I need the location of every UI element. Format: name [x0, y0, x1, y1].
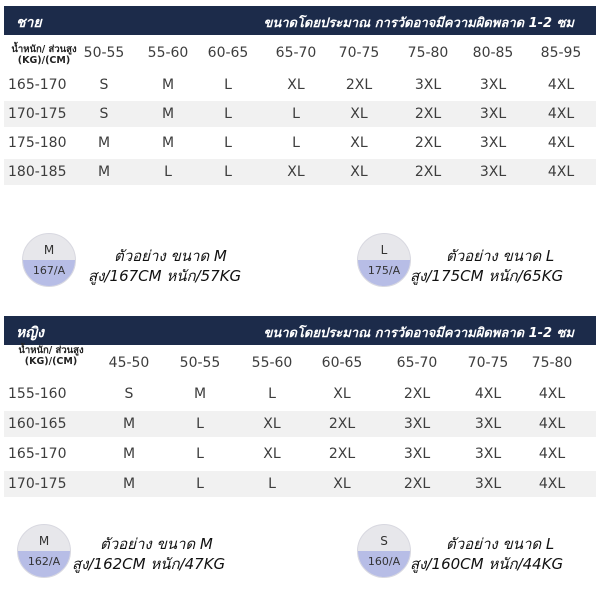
women-note: ขนาดโดยประมาณ การวัดอาจมีความผิดพลาด 1-2 ซม [263, 326, 574, 341]
women-example-badge-1 [17, 524, 71, 578]
badge-code: 167/A [23, 260, 75, 286]
table-header-row [4, 350, 596, 376]
size-cell: L [268, 386, 276, 402]
table-row [4, 159, 596, 185]
size-cell: 2XL [403, 476, 431, 492]
size-cell: 4XL [538, 386, 566, 402]
size-cell: L [292, 106, 300, 122]
size-cell: 4XL [547, 135, 575, 151]
size-cell: 3XL [403, 446, 431, 462]
size-cell: M [193, 386, 207, 402]
size-cell: XL [350, 106, 368, 122]
badge-size: M [38, 534, 50, 548]
size-cell: XL [333, 386, 351, 402]
size-cell: 3XL [479, 106, 507, 122]
badge-code: 160/A [358, 551, 410, 577]
table-row [4, 411, 596, 437]
row-height-label: 180-185 [8, 164, 67, 180]
table-row [4, 101, 596, 127]
size-cell: XL [333, 476, 351, 492]
row-height-label: 170-175 [8, 476, 67, 492]
column-header: 60-65 [207, 45, 249, 61]
size-cell: M [122, 476, 136, 492]
size-cell: 4XL [547, 77, 575, 93]
size-cell: L [224, 77, 232, 93]
size-cell: M [161, 135, 175, 151]
size-cell: L [196, 446, 204, 462]
size-cell: M [161, 77, 175, 93]
women-example-badge-2 [357, 524, 411, 578]
size-cell: M [97, 135, 111, 151]
size-cell: L [196, 416, 204, 432]
badge-size: M [43, 243, 55, 257]
size-cell: 2XL [414, 164, 442, 180]
table-header-row [4, 40, 596, 66]
table-row [4, 72, 596, 98]
table-row [4, 381, 596, 407]
row-height-label: 165-170 [8, 446, 67, 462]
size-cell: 2XL [328, 446, 356, 462]
men-note: ขนาดโดยประมาณ การวัดอาจมีความผิดพลาด 1-2 ซม [263, 16, 574, 31]
size-cell: L [196, 476, 204, 492]
column-header: 75-80 [407, 45, 449, 61]
size-cell: 2XL [345, 77, 373, 93]
size-cell: M [97, 164, 111, 180]
column-header: 85-95 [540, 45, 582, 61]
size-cell: 3XL [474, 446, 502, 462]
badge-code: 175/A [358, 260, 410, 286]
table-row [4, 441, 596, 467]
row-height-label: 175-180 [8, 135, 67, 151]
size-cell: M [122, 416, 136, 432]
size-cell: S [99, 77, 109, 93]
size-cell: XL [263, 446, 281, 462]
badge-size: S [380, 534, 388, 548]
column-header: 55-60 [251, 355, 293, 371]
size-cell: M [122, 446, 136, 462]
women-gender-label: หญิง [16, 325, 44, 341]
row-height-label: 170-175 [8, 106, 67, 122]
size-cell: 2XL [403, 386, 431, 402]
table-row [4, 471, 596, 497]
men-example-text-1: ตัวอย่าง ขนาด M สูง/167CM หนัก/57KG [88, 247, 242, 285]
size-cell: XL [350, 164, 368, 180]
size-cell: 3XL [479, 164, 507, 180]
women-corner-label: น้ำหนัก/ ส่วนสูง (KG)/(CM) [18, 345, 84, 367]
column-header: 65-70 [275, 45, 317, 61]
women-banner [4, 316, 596, 345]
men-size-table [4, 40, 596, 190]
column-header: 50-55 [83, 45, 125, 61]
size-cell: L [224, 135, 232, 151]
column-header: 50-55 [179, 355, 221, 371]
row-height-label: 165-170 [8, 77, 67, 93]
size-cell: 3XL [479, 135, 507, 151]
row-height-label: 160-165 [8, 416, 67, 432]
column-header: 45-50 [108, 355, 150, 371]
size-cell: S [124, 386, 134, 402]
size-cell: L [224, 106, 232, 122]
women-size-table [4, 350, 596, 500]
size-cell: XL [350, 135, 368, 151]
size-cell: 4XL [538, 476, 566, 492]
men-example-badge-2 [357, 233, 411, 287]
size-cell: L [292, 135, 300, 151]
men-example-text-2: ตัวอย่าง ขนาด L สูง/175CM หนัก/65KG [410, 247, 564, 285]
size-cell: 2XL [328, 416, 356, 432]
size-cell: 4XL [538, 446, 566, 462]
women-example-text-1: ตัวอย่าง ขนาด M สูง/162CM หนัก/47KG [72, 535, 226, 573]
badge-size: L [380, 243, 388, 257]
size-cell: 2XL [414, 106, 442, 122]
column-header: 80-85 [472, 45, 514, 61]
size-cell: 4XL [538, 416, 566, 432]
size-cell: 3XL [474, 476, 502, 492]
column-header: 55-60 [147, 45, 189, 61]
size-cell: L [224, 164, 232, 180]
size-cell: 3XL [474, 416, 502, 432]
column-header: 70-75 [338, 45, 380, 61]
size-cell: XL [263, 416, 281, 432]
men-corner-label: น้ำหนัก/ ส่วนสูง (KG)/(CM) [11, 44, 77, 66]
column-header: 65-70 [396, 355, 438, 371]
women-example-text-2: ตัวอย่าง ขนาด L สูง/160CM หนัก/44KG [410, 535, 564, 573]
size-cell: M [161, 106, 175, 122]
table-row [4, 130, 596, 156]
men-gender-label: ชาย [16, 15, 42, 31]
size-cell: 4XL [547, 164, 575, 180]
size-cell: 3XL [414, 77, 442, 93]
size-cell: 4XL [474, 386, 502, 402]
size-cell: 3XL [479, 77, 507, 93]
men-banner [4, 6, 596, 35]
row-height-label: 155-160 [8, 386, 67, 402]
size-cell: S [99, 106, 109, 122]
column-header: 60-65 [321, 355, 363, 371]
men-example-badge-1 [22, 233, 76, 287]
badge-code: 162/A [18, 551, 70, 577]
size-cell: 3XL [403, 416, 431, 432]
size-cell: XL [287, 164, 305, 180]
size-cell: 4XL [547, 106, 575, 122]
column-header: 70-75 [467, 355, 509, 371]
size-cell: XL [287, 77, 305, 93]
size-cell: L [164, 164, 172, 180]
size-cell: 2XL [414, 135, 442, 151]
size-cell: L [268, 476, 276, 492]
column-header: 75-80 [531, 355, 573, 371]
